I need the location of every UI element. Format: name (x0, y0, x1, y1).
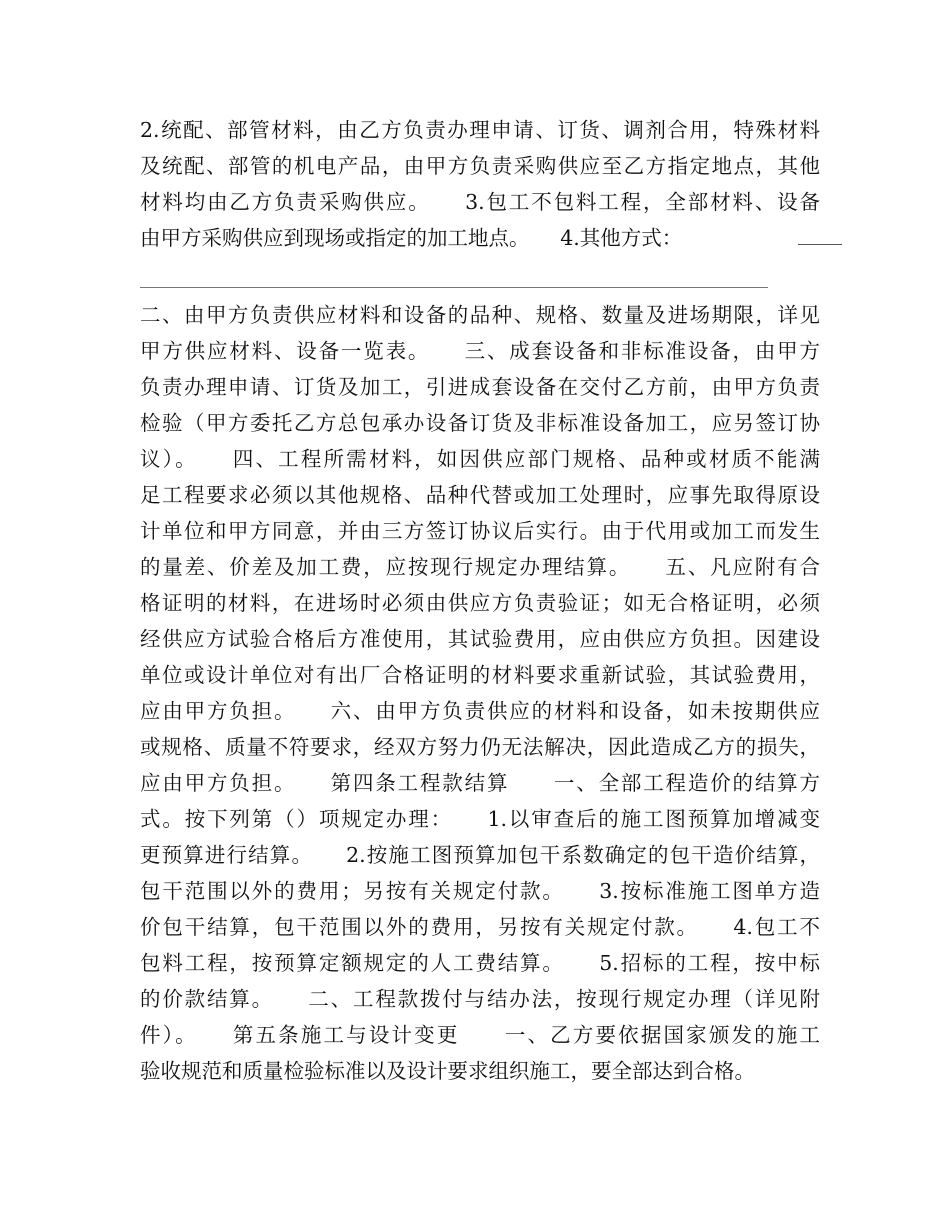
paragraph-line: 包料工程，按预算定额规定的人工费结算。 5.招标的工程，按中标 (140, 951, 820, 975)
paragraph-line: 应由甲方负担。 第四条工程款结算 一、全部工程造价的结算方 (140, 771, 820, 795)
paragraph-line: 格证明的材料，在进场时必须由供应方负责验证；如无合格证明，必须 (140, 591, 820, 615)
paragraph-line-text: 由甲方采购供应到现场或指定的加工地点。 4.其他方式： (140, 226, 683, 250)
paragraph-line: 及统配、部管的机电产品，由甲方负责采购供应至乙方指定地点，其他 (140, 154, 820, 178)
paragraph-line: 价包干结算，包干范围以外的费用，另按有关规定付款。 4.包工不 (140, 915, 820, 939)
paragraph-line: 件）。 第五条施工与设计变更 一、乙方要依据国家颁发的施工 (140, 1023, 820, 1047)
paragraph-line: 经供应方试验合格后方准使用，其试验费用，应由供应方负担。因建设 (140, 627, 820, 651)
paragraph-line: 甲方供应材料、设备一览表。 三、成套设备和非标准设备，由甲方 (140, 339, 820, 363)
paragraph-line: 检验（甲方委托乙方总包承办设备订货及非标准设备加工，应另签订协 (140, 411, 820, 435)
paragraph-line: 2.统配、部管材料，由乙方负责办理申请、订货、调剂合用，特殊材料 (140, 118, 820, 142)
paragraph-line: 包干范围以外的费用；另按有关规定付款。 3.按标准施工图单方造 (140, 879, 820, 903)
fill-in-blank (798, 224, 842, 245)
paragraph-line: 更预算进行结算。 2.按施工图预算加包干系数确定的包干造价结算， (140, 843, 820, 867)
paragraph-line-with-blank (140, 220, 820, 256)
paragraph-line: 足工程要求必须以其他规格、品种代替或加工处理时，应事先取得原设 (140, 483, 820, 507)
paragraph-line: 计单位和甲方同意，并由三方签订协议后实行。由于代用或加工而发生 (140, 519, 820, 543)
paragraph-line: 或规格、质量不符要求，经双方努力仍无法解决，因此造成乙方的损失， (140, 735, 820, 759)
paragraph-line: 二、由甲方负责供应材料和设备的品种、规格、数量及进场期限，详见 (140, 303, 820, 327)
paragraph-line: 应由甲方负担。 六、由甲方负责供应的材料和设备，如未按期供应 (140, 699, 820, 723)
paragraph-line: 议）。 四、工程所需材料，如因供应部门规格、品种或材质不能满 (140, 447, 820, 471)
paragraph-line: 材料均由乙方负责采购供应。 3.包工不包料工程，全部材料、设备 (140, 190, 820, 214)
fill-in-blank-rule (140, 287, 768, 288)
paragraph-line: 负责办理申请、订货及加工，引进成套设备在交付乙方前，由甲方负责 (140, 375, 820, 399)
paragraph-line: 单位或设计单位对有出厂合格证明的材料要求重新试验，其试验费用， (140, 663, 820, 687)
paragraph-line: 的量差、价差及加工费，应按现行规定办理结算。 五、凡应附有合 (140, 555, 820, 579)
paragraph-line: 的价款结算。 二、工程款拨付与结办法，按现行规定办理（详见附 (140, 987, 820, 1011)
paragraph-line: 式。按下列第（）项规定办理： 1.以审查后的施工图预算加增减变 (140, 807, 820, 831)
paragraph-line: 验收规范和质量检验标准以及设计要求组织施工，要全部达到合格。 (140, 1059, 755, 1083)
